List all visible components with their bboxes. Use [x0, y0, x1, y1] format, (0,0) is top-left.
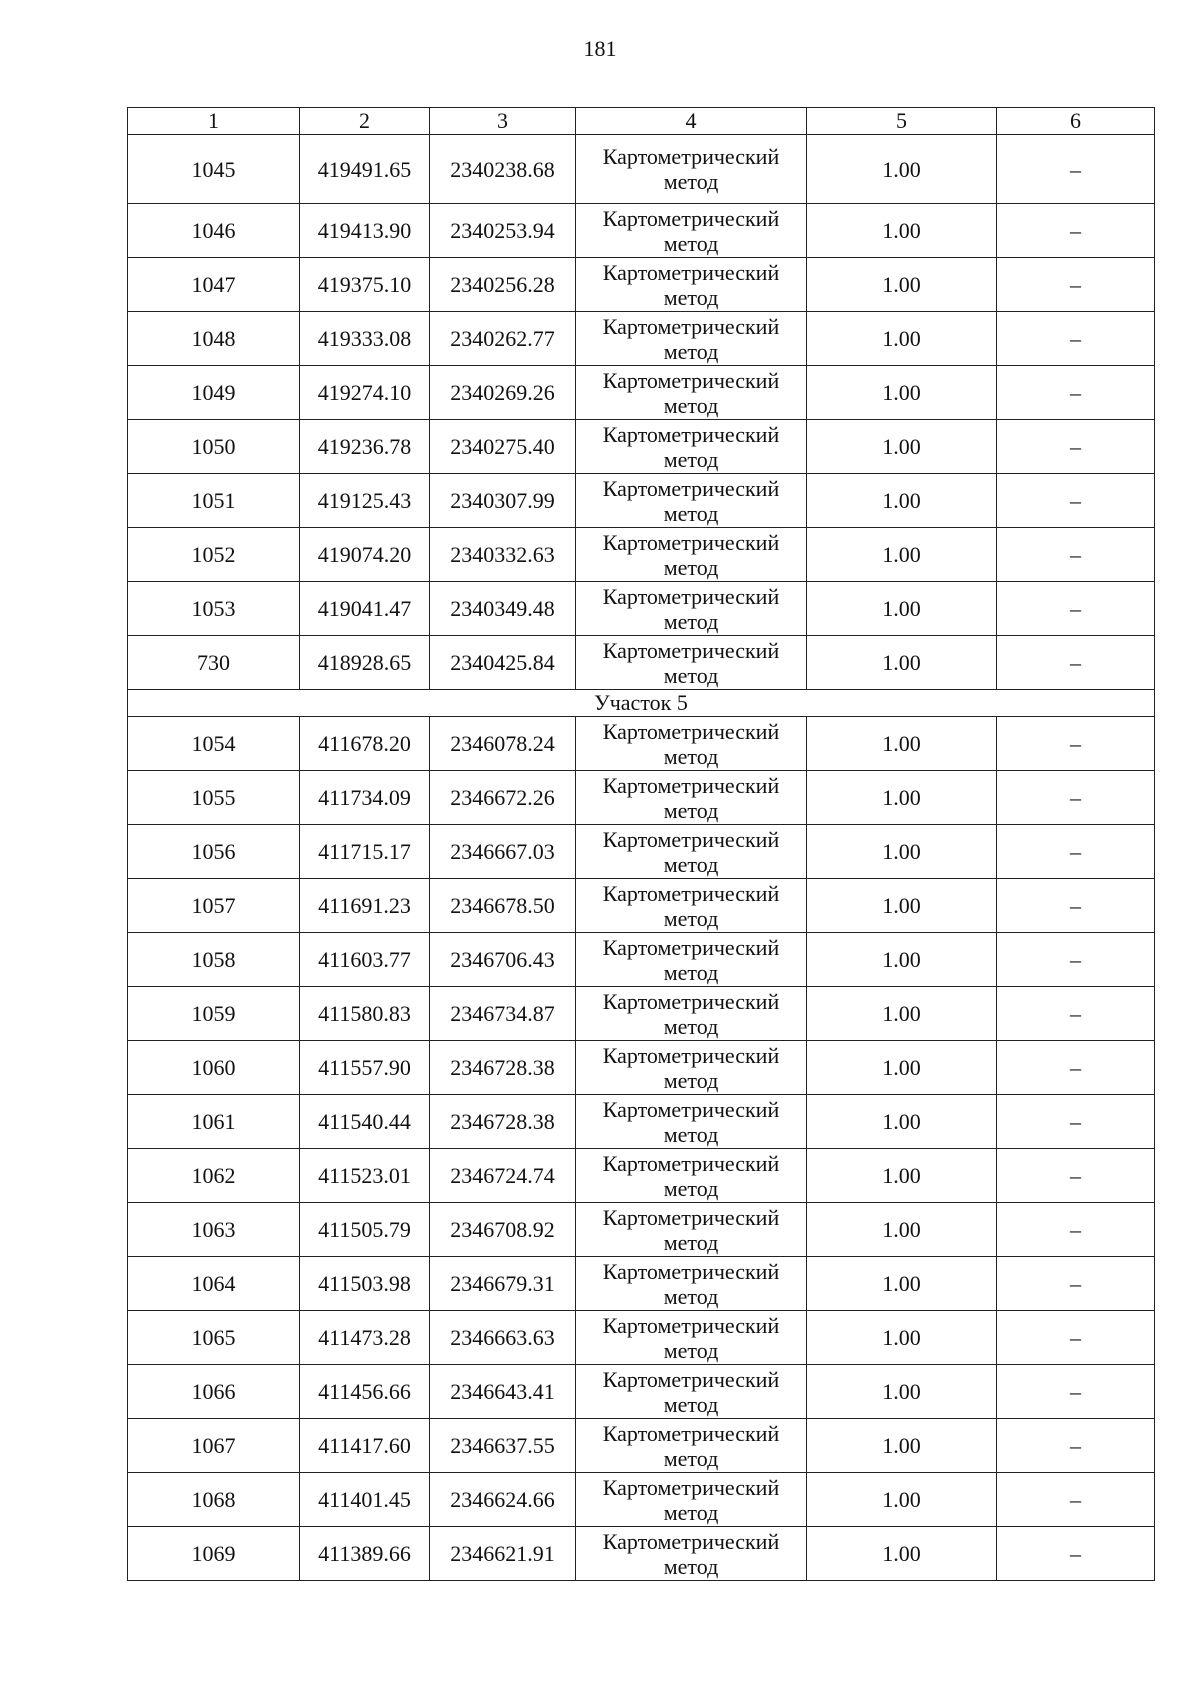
accuracy-cell: 1.00	[807, 366, 997, 420]
y-coordinate-cell: 2346728.38	[430, 1041, 576, 1095]
y-coordinate-cell: 2340275.40	[430, 420, 576, 474]
accuracy-cell: 1.00	[807, 420, 997, 474]
method-cell	[576, 1311, 807, 1365]
accuracy-cell: 1.00	[807, 474, 997, 528]
accuracy-cell: 1.00	[807, 135, 997, 204]
accuracy-cell: 1.00	[807, 1257, 997, 1311]
y-coordinate-cell: 2346621.91	[430, 1527, 576, 1581]
method-cell	[576, 825, 807, 879]
x-coordinate-cell: 411691.23	[300, 879, 430, 933]
note-cell: –	[997, 1203, 1155, 1257]
y-coordinate-cell: 2340262.77	[430, 312, 576, 366]
accuracy-cell: 1.00	[807, 717, 997, 771]
header-cell-6: 6	[997, 108, 1155, 135]
point-number-cell: 730	[128, 636, 300, 690]
note-cell: –	[997, 1419, 1155, 1473]
note-cell: –	[997, 1311, 1155, 1365]
note-cell: –	[997, 987, 1155, 1041]
table-row	[128, 636, 1155, 690]
accuracy-cell: 1.00	[807, 1473, 997, 1527]
accuracy-cell: 1.00	[807, 1095, 997, 1149]
x-coordinate-cell: 411734.09	[300, 771, 430, 825]
method-line-2: метод	[663, 851, 719, 877]
y-coordinate-cell: 2346708.92	[430, 1203, 576, 1257]
note-cell: –	[997, 366, 1155, 420]
method-line-1: Картометрический	[602, 313, 780, 339]
x-coordinate-cell: 411557.90	[300, 1041, 430, 1095]
method-line-2: метод	[663, 1391, 719, 1417]
y-coordinate-cell: 2340256.28	[430, 258, 576, 312]
method-line-1: Картометрический	[602, 1312, 780, 1338]
method-line-1: Картометрический	[602, 1150, 780, 1176]
y-coordinate-cell: 2340238.68	[430, 135, 576, 204]
method-cell	[576, 1095, 807, 1149]
accuracy-cell: 1.00	[807, 1365, 997, 1419]
method-line-2: метод	[663, 338, 719, 364]
note-cell: –	[997, 1365, 1155, 1419]
point-number-cell: 1053	[128, 582, 300, 636]
method-line-2: метод	[663, 1499, 719, 1525]
note-cell: –	[997, 1095, 1155, 1149]
accuracy-cell: 1.00	[807, 528, 997, 582]
table-row	[128, 717, 1155, 771]
method-line-2: метод	[663, 1121, 719, 1147]
method-cell	[576, 135, 807, 204]
method-line-1: Картометрический	[602, 637, 780, 663]
point-number-cell: 1069	[128, 1527, 300, 1581]
point-number-cell: 1056	[128, 825, 300, 879]
accuracy-cell: 1.00	[807, 987, 997, 1041]
method-line-2: метод	[663, 959, 719, 985]
point-number-cell: 1068	[128, 1473, 300, 1527]
table-row	[128, 1473, 1155, 1527]
note-cell: –	[997, 420, 1155, 474]
point-number-cell: 1062	[128, 1149, 300, 1203]
method-line-2: метод	[663, 1283, 719, 1309]
x-coordinate-cell: 419041.47	[300, 582, 430, 636]
point-number-cell: 1065	[128, 1311, 300, 1365]
method-cell	[576, 312, 807, 366]
accuracy-cell: 1.00	[807, 204, 997, 258]
method-line-1: Картометрический	[602, 880, 780, 906]
x-coordinate-cell: 419236.78	[300, 420, 430, 474]
method-line-2: метод	[663, 500, 719, 526]
header-cell-5: 5	[807, 108, 997, 135]
y-coordinate-cell: 2346663.63	[430, 1311, 576, 1365]
table-row	[128, 987, 1155, 1041]
x-coordinate-cell: 411715.17	[300, 825, 430, 879]
table-body	[128, 108, 1155, 1581]
y-coordinate-cell: 2340349.48	[430, 582, 576, 636]
accuracy-cell: 1.00	[807, 582, 997, 636]
method-cell	[576, 771, 807, 825]
table-row	[128, 204, 1155, 258]
table-row	[128, 1365, 1155, 1419]
y-coordinate-cell: 2340269.26	[430, 366, 576, 420]
method-line-2: метод	[663, 1013, 719, 1039]
point-number-cell: 1050	[128, 420, 300, 474]
y-coordinate-cell: 2346637.55	[430, 1419, 576, 1473]
method-line-1: Картометрический	[602, 421, 780, 447]
accuracy-cell: 1.00	[807, 771, 997, 825]
method-line-1: Картометрический	[602, 1042, 780, 1068]
header-cell-1: 1	[128, 108, 300, 135]
point-number-cell: 1063	[128, 1203, 300, 1257]
table-row	[128, 1149, 1155, 1203]
y-coordinate-cell: 2346724.74	[430, 1149, 576, 1203]
method-cell	[576, 1149, 807, 1203]
method-line-2: метод	[663, 662, 719, 688]
table-row	[128, 1257, 1155, 1311]
method-cell	[576, 636, 807, 690]
x-coordinate-cell: 411503.98	[300, 1257, 430, 1311]
y-coordinate-cell: 2346624.66	[430, 1473, 576, 1527]
method-line-1: Картометрический	[602, 1528, 780, 1554]
method-cell	[576, 1203, 807, 1257]
y-coordinate-cell: 2340307.99	[430, 474, 576, 528]
method-line-2: метод	[663, 446, 719, 472]
note-cell: –	[997, 933, 1155, 987]
note-cell: –	[997, 1257, 1155, 1311]
header-cell-3: 3	[430, 108, 576, 135]
point-number-cell: 1051	[128, 474, 300, 528]
method-line-1: Картометрический	[602, 772, 780, 798]
method-line-1: Картометрический	[602, 583, 780, 609]
method-line-2: метод	[663, 1337, 719, 1363]
page-number: 181	[583, 36, 617, 61]
note-cell: –	[997, 474, 1155, 528]
table-row	[128, 582, 1155, 636]
table-row	[128, 366, 1155, 420]
x-coordinate-cell: 411417.60	[300, 1419, 430, 1473]
method-line-1: Картометрический	[602, 1204, 780, 1230]
method-line-1: Картометрический	[602, 475, 780, 501]
method-line-1: Картометрический	[602, 934, 780, 960]
table-row	[128, 474, 1155, 528]
point-number-cell: 1048	[128, 312, 300, 366]
method-line-2: метод	[663, 1445, 719, 1471]
method-line-1: Картометрический	[602, 259, 780, 285]
method-cell	[576, 1419, 807, 1473]
x-coordinate-cell: 419375.10	[300, 258, 430, 312]
note-cell: –	[997, 582, 1155, 636]
section-row	[128, 690, 1155, 717]
table-row	[128, 420, 1155, 474]
y-coordinate-cell: 2346678.50	[430, 879, 576, 933]
method-line-2: метод	[663, 1229, 719, 1255]
header-cell-2: 2	[300, 108, 430, 135]
table-row	[128, 312, 1155, 366]
method-line-2: метод	[663, 230, 719, 256]
note-cell: –	[997, 1041, 1155, 1095]
x-coordinate-cell: 411603.77	[300, 933, 430, 987]
point-number-cell: 1064	[128, 1257, 300, 1311]
method-line-2: метод	[663, 905, 719, 931]
note-cell: –	[997, 528, 1155, 582]
method-line-2: метод	[663, 392, 719, 418]
point-number-cell: 1052	[128, 528, 300, 582]
y-coordinate-cell: 2346734.87	[430, 987, 576, 1041]
x-coordinate-cell: 411456.66	[300, 1365, 430, 1419]
method-line-2: метод	[663, 1175, 719, 1201]
note-cell: –	[997, 1473, 1155, 1527]
accuracy-cell: 1.00	[807, 879, 997, 933]
point-number-cell: 1055	[128, 771, 300, 825]
method-cell	[576, 1473, 807, 1527]
method-line-2: метод	[663, 608, 719, 634]
method-line-1: Картометрический	[602, 1420, 780, 1446]
point-number-cell: 1060	[128, 1041, 300, 1095]
method-cell	[576, 1041, 807, 1095]
method-cell	[576, 366, 807, 420]
method-cell	[576, 1257, 807, 1311]
point-number-cell: 1054	[128, 717, 300, 771]
note-cell: –	[997, 825, 1155, 879]
y-coordinate-cell: 2340332.63	[430, 528, 576, 582]
y-coordinate-cell: 2346078.24	[430, 717, 576, 771]
accuracy-cell: 1.00	[807, 1311, 997, 1365]
point-number-cell: 1057	[128, 879, 300, 933]
y-coordinate-cell: 2346643.41	[430, 1365, 576, 1419]
x-coordinate-cell: 419491.65	[300, 135, 430, 204]
point-number-cell: 1067	[128, 1419, 300, 1473]
method-cell	[576, 420, 807, 474]
point-number-cell: 1047	[128, 258, 300, 312]
y-coordinate-cell: 2346706.43	[430, 933, 576, 987]
method-cell	[576, 1527, 807, 1581]
note-cell: –	[997, 717, 1155, 771]
note-cell: –	[997, 636, 1155, 690]
x-coordinate-cell: 411473.28	[300, 1311, 430, 1365]
method-line-2: метод	[663, 1553, 719, 1579]
method-line-2: метод	[663, 797, 719, 823]
note-cell: –	[997, 771, 1155, 825]
method-line-2: метод	[663, 743, 719, 769]
table-row	[128, 528, 1155, 582]
accuracy-cell: 1.00	[807, 1203, 997, 1257]
point-number-cell: 1058	[128, 933, 300, 987]
method-line-2: метод	[663, 1067, 719, 1093]
accuracy-cell: 1.00	[807, 1527, 997, 1581]
method-line-1: Картометрический	[602, 205, 780, 231]
method-cell	[576, 258, 807, 312]
note-cell: –	[997, 258, 1155, 312]
accuracy-cell: 1.00	[807, 1041, 997, 1095]
x-coordinate-cell: 411401.45	[300, 1473, 430, 1527]
method-cell	[576, 204, 807, 258]
x-coordinate-cell: 411580.83	[300, 987, 430, 1041]
method-cell	[576, 879, 807, 933]
point-number-cell: 1045	[128, 135, 300, 204]
point-number-cell: 1059	[128, 987, 300, 1041]
method-cell	[576, 582, 807, 636]
method-line-1: Картометрический	[602, 1258, 780, 1284]
y-coordinate-cell: 2346672.26	[430, 771, 576, 825]
x-coordinate-cell: 419125.43	[300, 474, 430, 528]
method-cell	[576, 528, 807, 582]
method-line-1: Картометрический	[602, 144, 780, 169]
x-coordinate-cell: 419274.10	[300, 366, 430, 420]
method-cell	[576, 933, 807, 987]
x-coordinate-cell: 419333.08	[300, 312, 430, 366]
method-line-1: Картометрический	[602, 1096, 780, 1122]
method-cell	[576, 717, 807, 771]
accuracy-cell: 1.00	[807, 1149, 997, 1203]
table-row	[128, 825, 1155, 879]
y-coordinate-cell: 2340253.94	[430, 204, 576, 258]
x-coordinate-cell: 411505.79	[300, 1203, 430, 1257]
note-cell: –	[997, 1149, 1155, 1203]
x-coordinate-cell: 411678.20	[300, 717, 430, 771]
table-row	[128, 258, 1155, 312]
accuracy-cell: 1.00	[807, 312, 997, 366]
table-row	[128, 879, 1155, 933]
method-cell	[576, 1365, 807, 1419]
table-row	[128, 1203, 1155, 1257]
method-cell	[576, 987, 807, 1041]
table-row	[128, 933, 1155, 987]
x-coordinate-cell: 419413.90	[300, 204, 430, 258]
table-header-row	[128, 108, 1155, 135]
method-line-1: Картометрический	[602, 1366, 780, 1392]
note-cell: –	[997, 135, 1155, 204]
note-cell: –	[997, 1527, 1155, 1581]
note-cell: –	[997, 312, 1155, 366]
note-cell: –	[997, 204, 1155, 258]
accuracy-cell: 1.00	[807, 825, 997, 879]
header-cell-4: 4	[576, 108, 807, 135]
point-number-cell: 1046	[128, 204, 300, 258]
table-row	[128, 771, 1155, 825]
table-row	[128, 135, 1155, 204]
method-line-2: метод	[663, 169, 719, 194]
section-title: Участок 5	[128, 690, 1155, 717]
x-coordinate-cell: 411389.66	[300, 1527, 430, 1581]
x-coordinate-cell: 411523.01	[300, 1149, 430, 1203]
point-number-cell: 1049	[128, 366, 300, 420]
accuracy-cell: 1.00	[807, 1419, 997, 1473]
table-row	[128, 1095, 1155, 1149]
x-coordinate-cell: 419074.20	[300, 528, 430, 582]
point-number-cell: 1066	[128, 1365, 300, 1419]
point-number-cell: 1061	[128, 1095, 300, 1149]
method-cell	[576, 474, 807, 528]
method-line-1: Картометрический	[602, 988, 780, 1014]
y-coordinate-cell: 2346728.38	[430, 1095, 576, 1149]
x-coordinate-cell: 418928.65	[300, 636, 430, 690]
method-line-1: Картометрический	[602, 1474, 780, 1500]
table-row	[128, 1419, 1155, 1473]
accuracy-cell: 1.00	[807, 636, 997, 690]
y-coordinate-cell: 2340425.84	[430, 636, 576, 690]
x-coordinate-cell: 411540.44	[300, 1095, 430, 1149]
accuracy-cell: 1.00	[807, 933, 997, 987]
method-line-1: Картометрический	[602, 367, 780, 393]
method-line-2: метод	[663, 554, 719, 580]
table-row	[128, 1311, 1155, 1365]
note-cell: –	[997, 879, 1155, 933]
coordinates-table	[127, 107, 1155, 1581]
accuracy-cell: 1.00	[807, 258, 997, 312]
y-coordinate-cell: 2346679.31	[430, 1257, 576, 1311]
method-line-1: Картометрический	[602, 529, 780, 555]
method-line-2: метод	[663, 284, 719, 310]
table-row	[128, 1041, 1155, 1095]
method-line-1: Картометрический	[602, 718, 780, 744]
table-row	[128, 1527, 1155, 1581]
method-line-1: Картометрический	[602, 826, 780, 852]
y-coordinate-cell: 2346667.03	[430, 825, 576, 879]
